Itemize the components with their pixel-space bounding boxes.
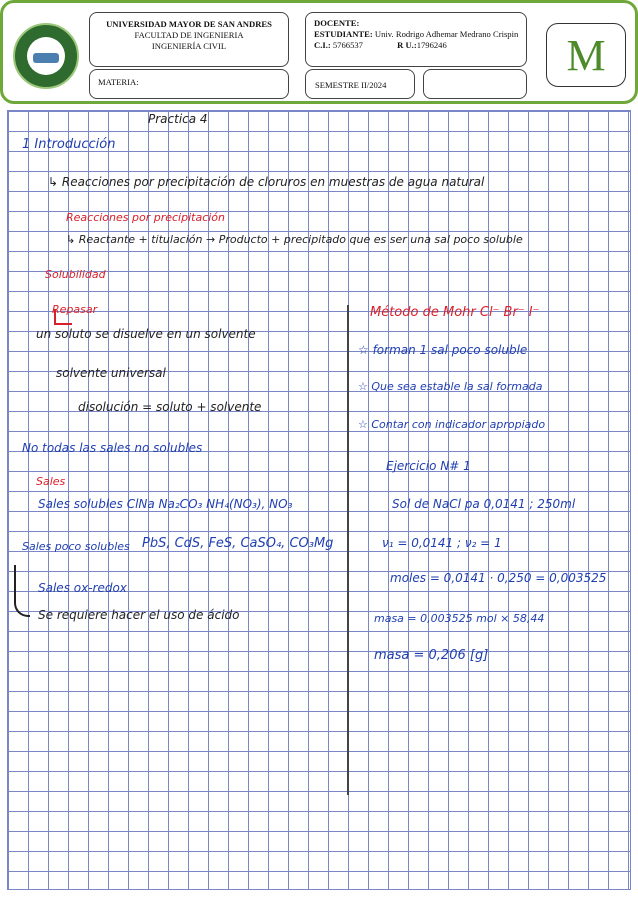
exercise-line: ν₁ = 0,0141 ; ν₂ = 1 [382,536,502,550]
method-item: ☆ forman 1 sal poco soluble [358,343,528,357]
exercise-result: masa = 0,206 [g] [374,648,489,663]
ci-label: C.I.: [314,40,331,50]
header-frame [0,0,638,104]
semestre-label: SEMESTRE II/2024 [315,80,387,90]
section-heading: 1 Introducción [22,137,116,152]
exercise-line: moles = 0,0141 · 0,250 = 0,003525 [390,571,607,585]
note-line: ↳ Reactante + titulación → Producto + precipitado que es ser una sal poco soluble [66,233,523,246]
docente-box [305,12,527,67]
exercise-line: Sol de NaCl pa 0,0141 ; 250ml [392,497,576,511]
note-line: disolución = soluto + solvente [78,400,262,414]
note-line: Se requiere hacer el uso de ácido [38,608,240,622]
note-line: solvente universal [56,366,166,380]
ru-value: 1796246 [416,40,447,50]
materia-box [89,69,289,99]
note-line-blue: Sales ox-redox [38,581,127,595]
note-line-red: Reacciones por precipitación [66,211,226,224]
note-label-blue: Sales poco solubles [22,540,130,553]
materia-label: MATERIA: [98,77,139,87]
method-item: ☆ Contar con indicador apropiado [358,418,546,431]
exercise-line: masa = 0,003525 mol × 58,44 [374,612,545,625]
note-heading-red: Sales [36,475,66,488]
ru-label: R U.: [397,40,417,50]
badge-letter: M [566,31,606,80]
note-heading-red: Solubilidad [45,268,106,281]
note-heading-red: Repasar [52,303,98,316]
university-name: UNIVERSIDAD MAYOR DE SAN ANDRES [106,19,272,29]
university-logo [13,23,79,89]
note-line-blue: PbS, CdS, FeS, CaSO₄, CO₃Mg [142,536,334,551]
ci-value: 5766537 [332,40,363,50]
note-line-blue: No todas las sales no solubles [22,441,203,455]
note-line: ↳ Reacciones por precipitación de cloruros en muestras de agua natural [48,175,485,189]
note-line: un soluto se disuelve en un solvente [36,327,256,341]
estudiante-name: Univ. Rodrigo Adhemar Medrano Crispin [374,29,519,39]
docente-label: DOCENTE: [314,18,360,28]
method-item: ☆ Que sea estable la sal formada [358,380,543,393]
career-name: INGENIERÍA CIVIL [151,41,227,51]
blank-box [423,69,527,99]
exercise-title: Ejercicio N# 1 [386,459,471,473]
estudiante-label: ESTUDIANTE: [314,29,373,39]
note-line-blue: Sales solubles ClNa Na₂CO₃ NH₄(NO₃), NO₃ [38,497,293,511]
badge-box [546,23,626,87]
faculty-name: FACULTAD DE INGENIERIA [134,30,244,40]
page-title: Practica 4 [148,112,208,126]
column-divider [347,305,349,795]
bracket-arrow [14,565,30,617]
semestre-box [305,69,415,99]
method-title: Método de Mohr Cl⁻ Br⁻ I⁻ [370,305,540,320]
university-box [89,12,289,67]
